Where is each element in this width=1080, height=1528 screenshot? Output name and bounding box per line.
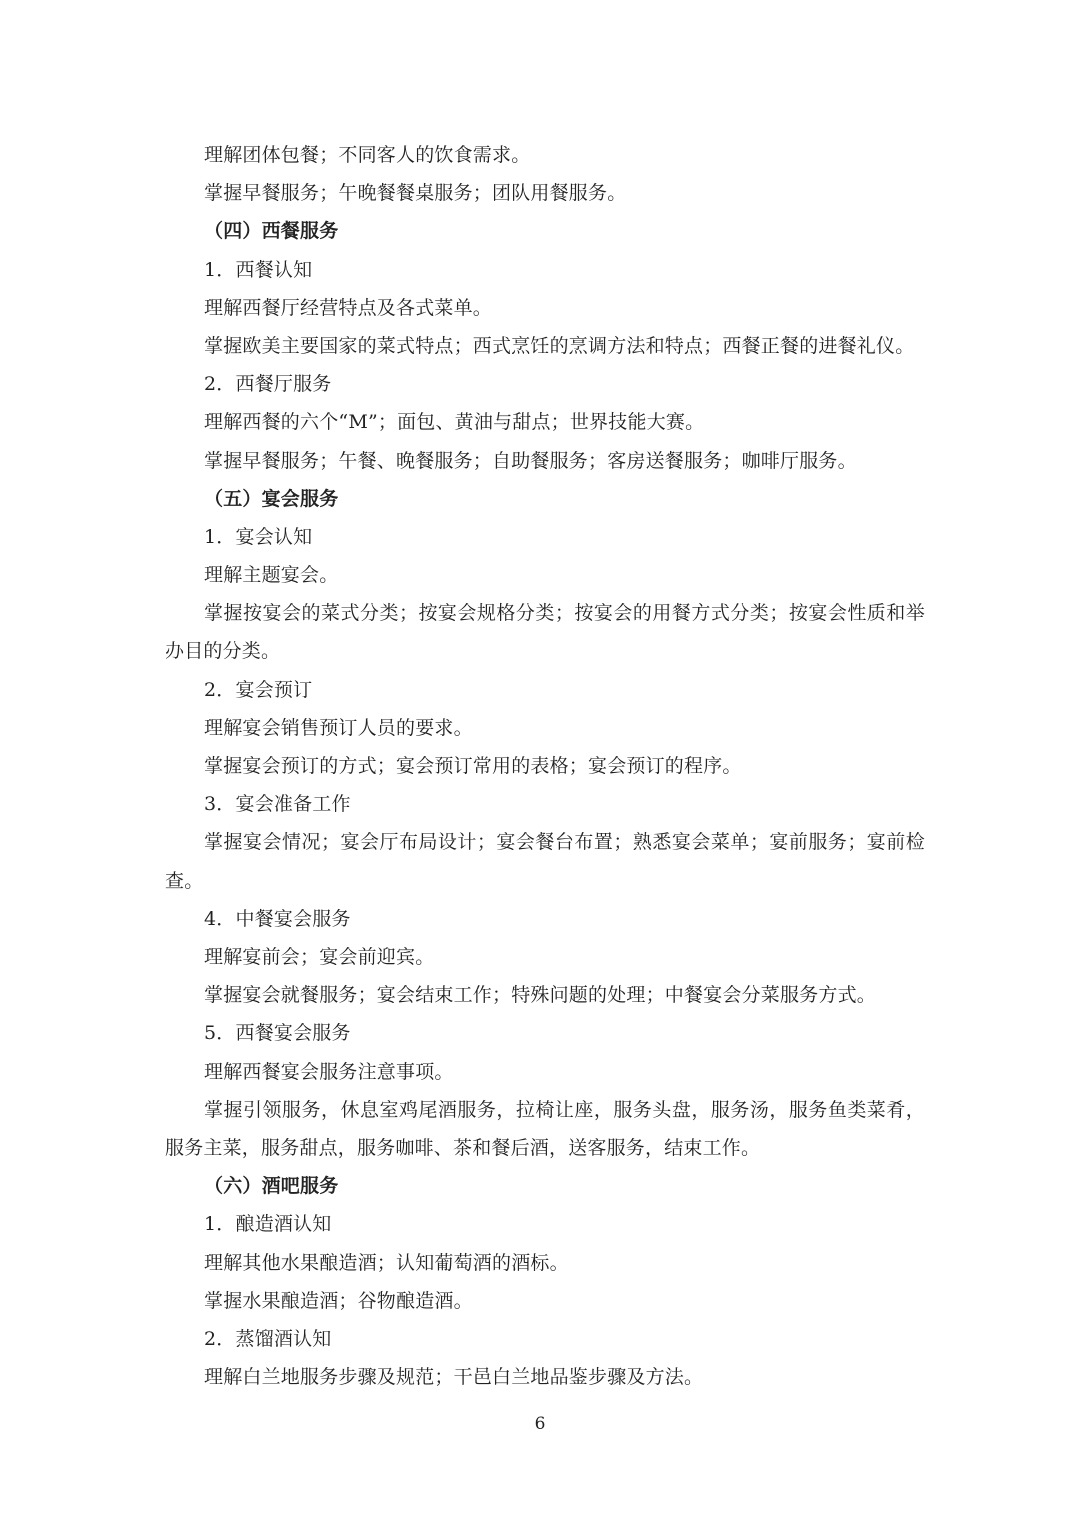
paragraph: 掌握引领服务，休息室鸡尾酒服务，拉椅让座，服务头盘，服务汤，服务鱼类菜肴，服务主菜，服务甜点，服务咖啡、茶和餐后酒，送客服务，结束工作。 — [165, 1098, 925, 1159]
paragraph: 掌握水果酿造酒；谷物酿造酒。 — [204, 1289, 473, 1312]
page-number: 6 — [534, 1414, 546, 1434]
subsection-heading: 4．中餐宴会服务 — [204, 907, 351, 930]
paragraph: 理解宴前会；宴会前迎宾。 — [204, 946, 435, 968]
paragraph: 理解西餐厅经营特点及各式菜单。 — [204, 296, 493, 319]
subsection-heading: 1．西餐认知 — [204, 258, 313, 281]
paragraph: 掌握宴会情况；宴会厅布局设计；宴会餐台布置；熟悉宴会菜单；宴前服务；宴前检查。 — [165, 831, 925, 892]
paragraph: 掌握早餐服务；午晚餐餐桌服务；团队用餐服务。 — [204, 182, 627, 205]
subsection-heading: 1．酿造酒认知 — [204, 1213, 332, 1236]
document-body — [165, 136, 925, 1396]
section-heading: （五）宴会服务 — [204, 487, 339, 510]
paragraph: 掌握宴会就餐服务；宴会结束工作；特殊问题的处理；中餐宴会分菜服务方式。 — [204, 984, 877, 1007]
paragraph: 理解白兰地服务步骤及规范；干邑白兰地品鉴步骤及方法。 — [204, 1366, 704, 1389]
subsection-heading: 2．宴会预订 — [204, 678, 313, 701]
subsection-heading: 1．宴会认知 — [204, 525, 313, 548]
paragraph: 掌握按宴会的菜式分类；按宴会规格分类；按宴会的用餐方式分类；按宴会性质和举办目的分类。 — [165, 602, 925, 663]
paragraph: 理解西餐宴会服务注意事项。 — [204, 1060, 454, 1083]
subsection-heading: 5．西餐宴会服务 — [204, 1022, 351, 1045]
section-heading: （四）西餐服务 — [204, 220, 339, 243]
subsection-heading: 2．西餐厅服务 — [204, 373, 332, 396]
paragraph: 理解其他水果酿造酒；认知葡萄酒的酒标。 — [204, 1251, 569, 1274]
paragraph: 掌握早餐服务；午餐、晚餐服务；自助餐服务；客房送餐服务；咖啡厅服务。 — [204, 449, 857, 472]
paragraph: 理解宴会销售预订人员的要求。 — [204, 716, 473, 739]
section-heading: （六）酒吧服务 — [204, 1175, 339, 1198]
paragraph: 理解团体包餐；不同客人的饮食需求。 — [204, 144, 531, 166]
subsection-heading: 2．蒸馏酒认知 — [204, 1327, 332, 1350]
subsection-heading: 3．宴会准备工作 — [204, 793, 351, 816]
paragraph: 掌握欧美主要国家的菜式特点；西式烹饪的烹调方法和特点；西餐正餐的进餐礼仪。 — [204, 334, 915, 357]
paragraph: 掌握宴会预订的方式；宴会预订常用的表格；宴会预订的程序。 — [204, 755, 742, 778]
paragraph: 理解主题宴会。 — [204, 564, 339, 587]
paragraph: 理解西餐的六个“M”；面包、黄油与甜点；世界技能大赛。 — [204, 411, 705, 434]
